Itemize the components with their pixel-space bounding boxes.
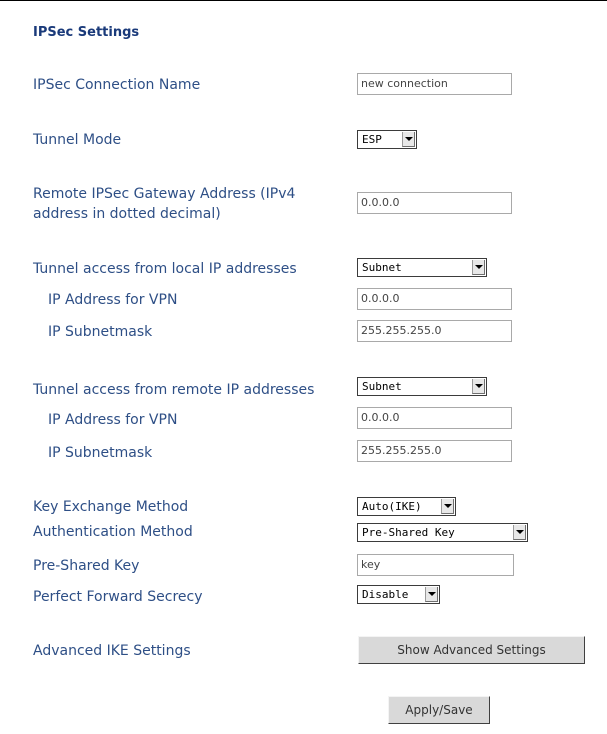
remote-gateway-label: Remote IPSec Gateway Address (IPv4 address in dotted decimal) [33,186,296,222]
pre-shared-key-label: Pre-Shared Key [33,558,140,574]
remote-gateway-input[interactable]: 0.0.0.0 [357,192,512,214]
key-exchange-value: Auto(IKE) [362,500,422,513]
authentication-select[interactable] [357,523,528,542]
chevron-down-icon [472,379,485,394]
remote-mask-label: IP Subnetmask [48,445,153,461]
key-exchange-select[interactable] [357,497,456,516]
local-access-value: Subnet [362,261,402,274]
authentication-label: Authentication Method [33,524,193,540]
chevron-down-icon [425,587,438,602]
remote-mask-input[interactable]: 255.255.255.0 [357,440,512,462]
chevron-down-icon [441,499,454,514]
top-border [0,0,607,1]
pfs-label: Perfect Forward Secrecy [33,589,203,605]
local-ip-input[interactable]: 0.0.0.0 [357,288,512,310]
local-ip-label: IP Address for VPN [48,292,178,308]
show-advanced-settings-button[interactable]: Show Advanced Settings [358,636,585,664]
remote-access-label: Tunnel access from remote IP addresses [33,382,315,398]
pre-shared-key-input[interactable]: key [357,554,514,576]
remote-ip-input[interactable]: 0.0.0.0 [357,407,512,429]
tunnel-mode-select[interactable] [357,130,417,149]
local-mask-input[interactable]: 255.255.255.0 [357,320,512,342]
remote-ip-label: IP Address for VPN [48,412,178,428]
local-access-label: Tunnel access from local IP addresses [33,261,297,277]
remote-access-value: Subnet [362,380,402,393]
pfs-select[interactable] [357,585,440,604]
page-title: IPSec Settings [33,25,140,40]
authentication-value: Pre-Shared Key [362,526,455,539]
connection-name-input[interactable]: new connection [357,73,512,95]
chevron-down-icon [513,525,526,540]
chevron-down-icon [402,132,415,147]
tunnel-mode-value: ESP [362,133,382,146]
connection-name-label: IPSec Connection Name [33,77,201,93]
pfs-value: Disable [362,588,409,601]
tunnel-mode-label: Tunnel Mode [33,132,122,148]
apply-save-button[interactable]: Apply/Save [388,696,490,724]
key-exchange-label: Key Exchange Method [33,499,189,515]
remote-access-select[interactable] [357,377,487,396]
advanced-ike-label: Advanced IKE Settings [33,643,191,659]
chevron-down-icon [472,260,485,275]
local-mask-label: IP Subnetmask [48,324,153,340]
local-access-select[interactable] [357,258,487,277]
